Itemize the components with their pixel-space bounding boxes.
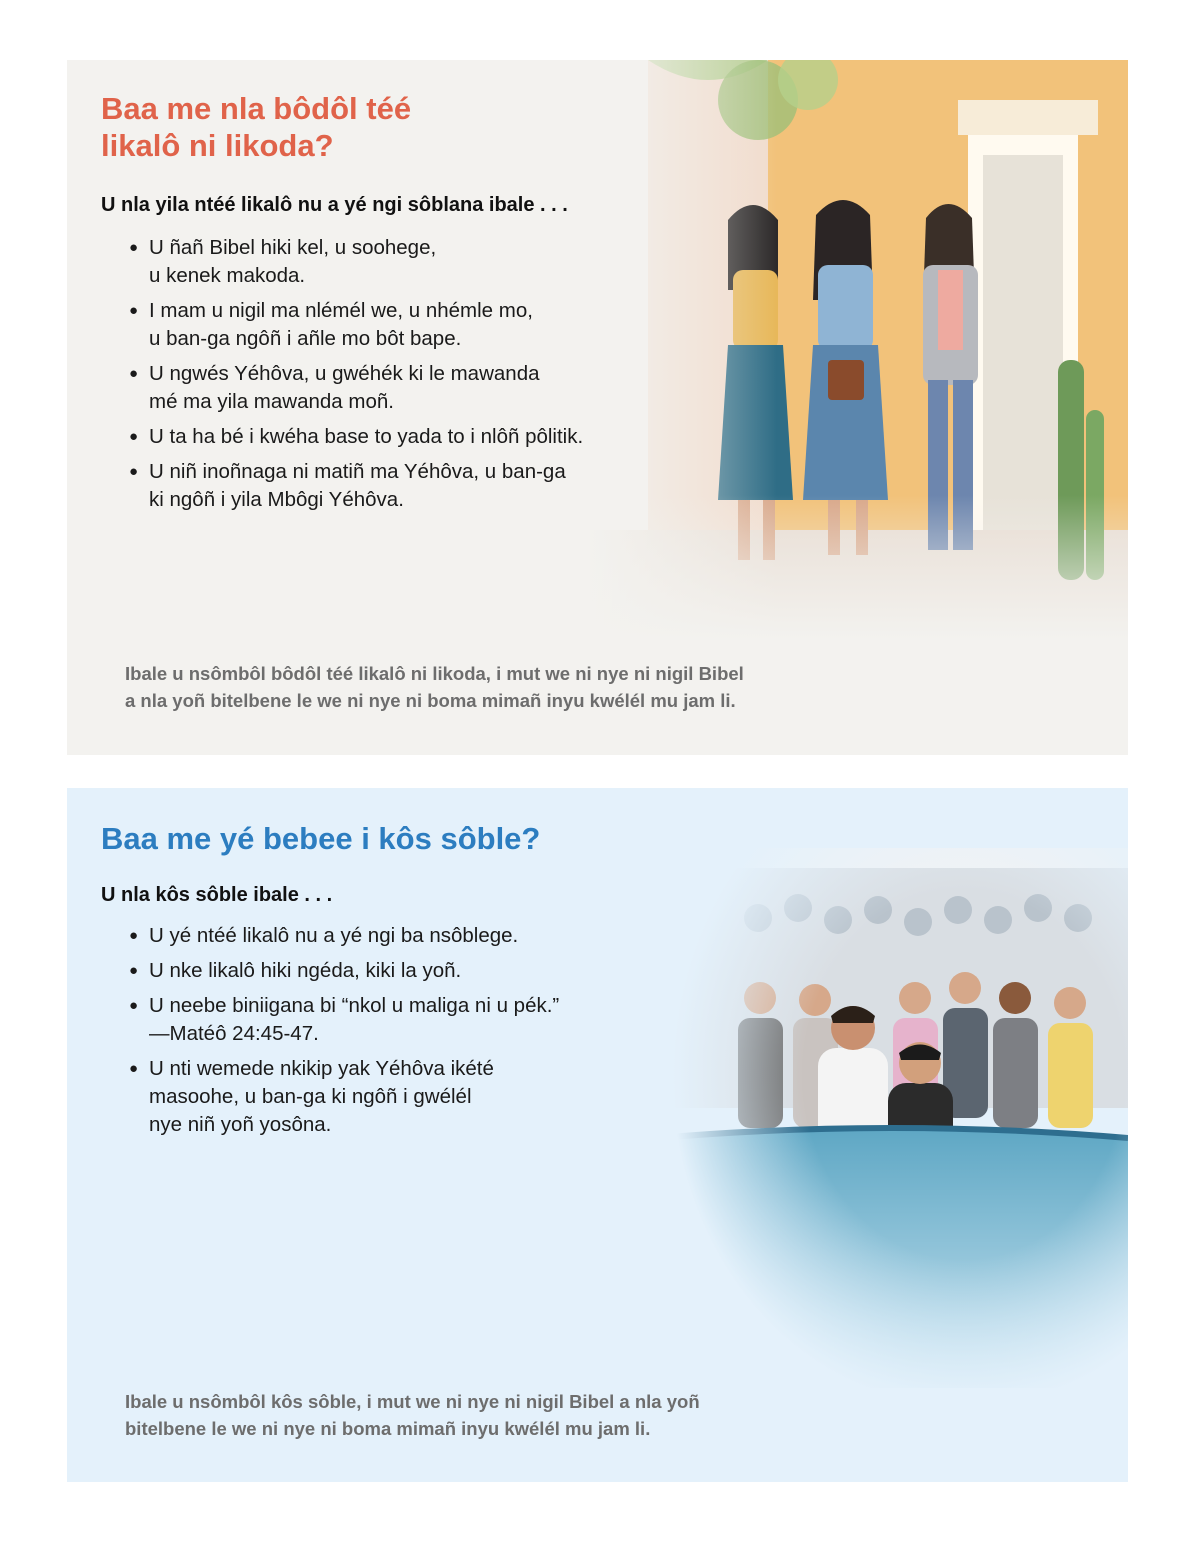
baptism-in-pool-illustration — [658, 848, 1128, 1388]
requirements-list — [129, 922, 649, 1146]
list-item-text: U nke likalô hiki ngéda, kiki la yoñ. — [149, 959, 462, 982]
list-item-text: U ta ha bé i kwéha base to yada to i nlôñ pôlitik. — [149, 425, 584, 448]
list-item — [129, 234, 669, 290]
meeting-qualifications-card — [67, 60, 1128, 755]
section-title — [101, 90, 661, 164]
list-item — [129, 297, 669, 353]
list-item — [129, 458, 669, 514]
title-line: likalô ni likoda? — [101, 128, 334, 163]
bullet-icon: ● — [129, 463, 139, 480]
bullet-icon: ● — [129, 997, 139, 1014]
note-line: a nla yoñ bitelbene le we ni nye ni boma mimañ inyu kwélél mu jam li. — [125, 690, 736, 711]
list-item-text: U niñ inoñnaga ni matiñ ma Yéhôva, u ban-ga — [149, 460, 566, 483]
title-line: Baa me yé bebee i kôs sôble? — [101, 821, 541, 856]
bullet-icon: ● — [129, 962, 139, 979]
list-item — [129, 957, 649, 985]
list-item — [129, 1055, 649, 1139]
list-item — [129, 992, 649, 1048]
scripture-reference: —Matéô 24:45-47. — [149, 1022, 319, 1045]
list-item-text: u ban-ga ngôñ i añle mo bôt bape. — [149, 327, 462, 350]
list-item-text: u kenek makoda. — [149, 264, 306, 287]
elders-note — [125, 1388, 825, 1442]
section-subtitle: U nla kôs sôble ibale . . . — [101, 884, 333, 906]
list-item-text: nye niñ yoñ yosôna. — [149, 1113, 332, 1136]
bullet-icon: ● — [129, 302, 139, 319]
list-item — [129, 423, 669, 451]
note-line: Ibale u nsômbôl kôs sôble, i mut we ni nye ni nigil Bibel a nla yoñ — [125, 1391, 700, 1412]
title-line: Baa me nla bôdôl téé — [101, 91, 412, 126]
bullet-icon: ● — [129, 1060, 139, 1077]
list-item-text: U neebe biniigana bi “nkol u maliga ni u pék.” — [149, 994, 560, 1017]
elders-note — [125, 660, 825, 714]
list-item-text: U nti wemede nkikip yak Yéhôva ikété — [149, 1057, 494, 1080]
bullet-icon: ● — [129, 239, 139, 256]
baptism-qualifications-card — [67, 788, 1128, 1482]
list-item-text: I mam u nigil ma nlémél we, u nhémle mo, — [149, 299, 533, 322]
note-line: bitelbene le we ni nye ni boma mimañ inyu kwélél mu jam li. — [125, 1418, 651, 1439]
list-item-text: mé ma yila mawanda moñ. — [149, 390, 394, 413]
section-subtitle: U nla yila ntéé likalô nu a yé ngi sôblana ibale . . . — [101, 194, 568, 216]
bullet-icon: ● — [129, 927, 139, 944]
list-item-text: U ñañ Bibel hiki kel, u soohege, — [149, 236, 437, 259]
list-item — [129, 360, 669, 416]
bullet-icon: ● — [129, 365, 139, 382]
list-item — [129, 922, 649, 950]
three-women-at-doorway-illustration — [588, 60, 1128, 640]
note-line: Ibale u nsômbôl bôdôl téé likalô ni likoda, i mut we ni nye ni nigil Bibel — [125, 663, 744, 684]
list-item-text: masoohe, u ban-ga ki ngôñ i gwélél — [149, 1085, 472, 1108]
list-item-text: U yé ntéé likalô nu a yé ngi ba nsôblege. — [149, 924, 519, 947]
bullet-icon: ● — [129, 428, 139, 445]
section-title — [101, 820, 721, 857]
list-item-text: ki ngôñ i yila Mbôgi Yéhôva. — [149, 488, 404, 511]
requirements-list — [129, 234, 669, 521]
list-item-text: U ngwés Yéhôva, u gwéhék ki le mawanda — [149, 362, 540, 385]
